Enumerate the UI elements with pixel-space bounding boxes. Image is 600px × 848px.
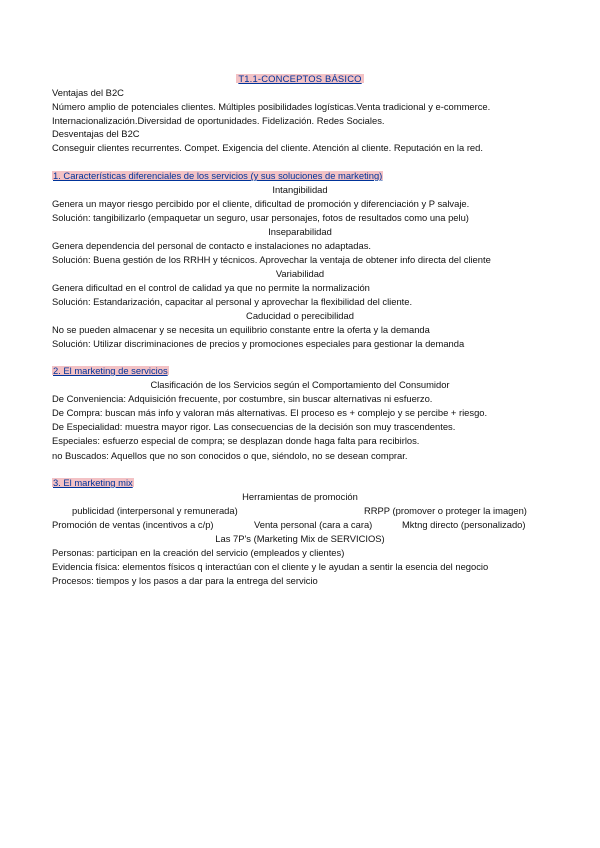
ventajas-line-2: Internacionalización.Diversidad de oportunidades. Fidelización. Redes Sociales. xyxy=(52,115,385,126)
section-3-heading: 3. El marketing mix xyxy=(53,477,133,488)
section-2-heading: 2. El marketing de servicios xyxy=(53,365,168,376)
variabilidad-line-1: Genera dificultad en el control de calidad ya que no permite la normalización xyxy=(52,282,370,293)
document-title: T1.1-CONCEPTOS BÁSICO xyxy=(238,73,362,84)
inseparabilidad-line-2: Solución: Buena gestión de los RRHH y técnicos. Aprovechar la ventaja de obtener info directa del cliente xyxy=(52,254,491,265)
especiales-line: Especiales: esfuerzo especial de compra; se desplazan donde haga falta para recibirlos. xyxy=(52,435,420,446)
conveniencia-line: De Conveniencia: Adquisición frecuente, por costumbre, sin buscar alternativas ni esfuerzo. xyxy=(52,393,433,404)
evidencia-line: Evidencia física: elementos físicos q interactúan con el cliente y le ayudan a sentir la esencia del negocio xyxy=(52,561,489,572)
rrpp-item: RRPP (promover o proteger la imagen) xyxy=(364,505,527,516)
desventajas-line: Conseguir clientes recurrentes. Compet. Exigencia del cliente. Atención al cliente. Reputación en la red. xyxy=(52,142,483,153)
inseparabilidad-title: Inseparabilidad xyxy=(268,226,332,237)
inseparabilidad-line-1: Genera dependencia del personal de contacto e instalaciones no adaptadas. xyxy=(52,240,371,251)
section-2-heading-line xyxy=(52,366,169,375)
venta-personal-item: Venta personal (cara a cara) xyxy=(254,519,373,530)
intangibilidad-title: Intangibilidad xyxy=(272,184,328,195)
caducidad-line-1: No se pueden almacenar y se necesita un equilibrio constante entre la oferta y la demanda xyxy=(52,324,430,335)
especialidad-line: De Especialidad: muestra mayor rigor. Las consecuencias de la decisión son muy trascendentes. xyxy=(52,421,456,432)
procesos-line: Procesos: tiempos y los pasos a dar para la entrega del servicio xyxy=(52,575,318,586)
section-3-heading-line xyxy=(52,478,134,487)
variabilidad-line-2: Solución: Estandarización, capacitar al personal y aprovechar la flexibilidad del cliente. xyxy=(52,296,413,307)
no-buscados-line: no Buscados: Aquellos que no son conocidos o que, siéndolo, no se desean comprar. xyxy=(52,450,408,461)
publicidad-item: publicidad (interpersonal y remunerada) xyxy=(72,505,238,516)
ventajas-line-1: Número amplio de potenciales clientes. Múltiples posibilidades logísticas.Venta tradicional y e-commerce. xyxy=(52,101,491,112)
intangibilidad-line-1: Genera un mayor riesgo percibido por el cliente, dificultad de promoción y diferenciación y P salvaje. xyxy=(52,198,470,209)
siete-p-title: Las 7P's (Marketing Mix de SERVICIOS) xyxy=(215,533,385,544)
promocion-ventas-item: Promoción de ventas (incentivos a c/p) xyxy=(52,519,214,530)
intangibilidad-line-2: Solución: tangibilizarlo (empaquetar un seguro, usar personajes, fotos de resultados como una pelu) xyxy=(52,212,469,223)
ventajas-heading: Ventajas del B2C xyxy=(52,87,124,98)
section-2-subtitle: Clasificación de los Servicios según el Comportamiento del Consumidor xyxy=(150,379,450,390)
section-1-heading-line xyxy=(52,171,383,180)
compra-line: De Compra: buscan más info y valoran más alternativas. El proceso es + complejo y se percibe + riesgo. xyxy=(52,407,488,418)
caducidad-title: Caducidad o perecibilidad xyxy=(246,310,354,321)
document-title-line xyxy=(0,74,600,83)
section-1-heading: 1. Características diferenciales de los servicios (y sus soluciones de marketing) xyxy=(53,170,383,181)
variabilidad-title: Variabilidad xyxy=(275,268,325,279)
caducidad-line-2: Solución: Utilizar discriminaciones de precios y promociones especiales para gestionar la demanda xyxy=(52,338,465,349)
herramientas-title: Herramientas de promoción xyxy=(242,491,358,502)
mktng-directo-item: Mktng directo (personalizado) xyxy=(402,519,526,530)
personas-line: Personas: participan en la creación del servicio (empleados y clientes) xyxy=(52,547,345,558)
desventajas-heading: Desventajas del B2C xyxy=(52,128,140,139)
